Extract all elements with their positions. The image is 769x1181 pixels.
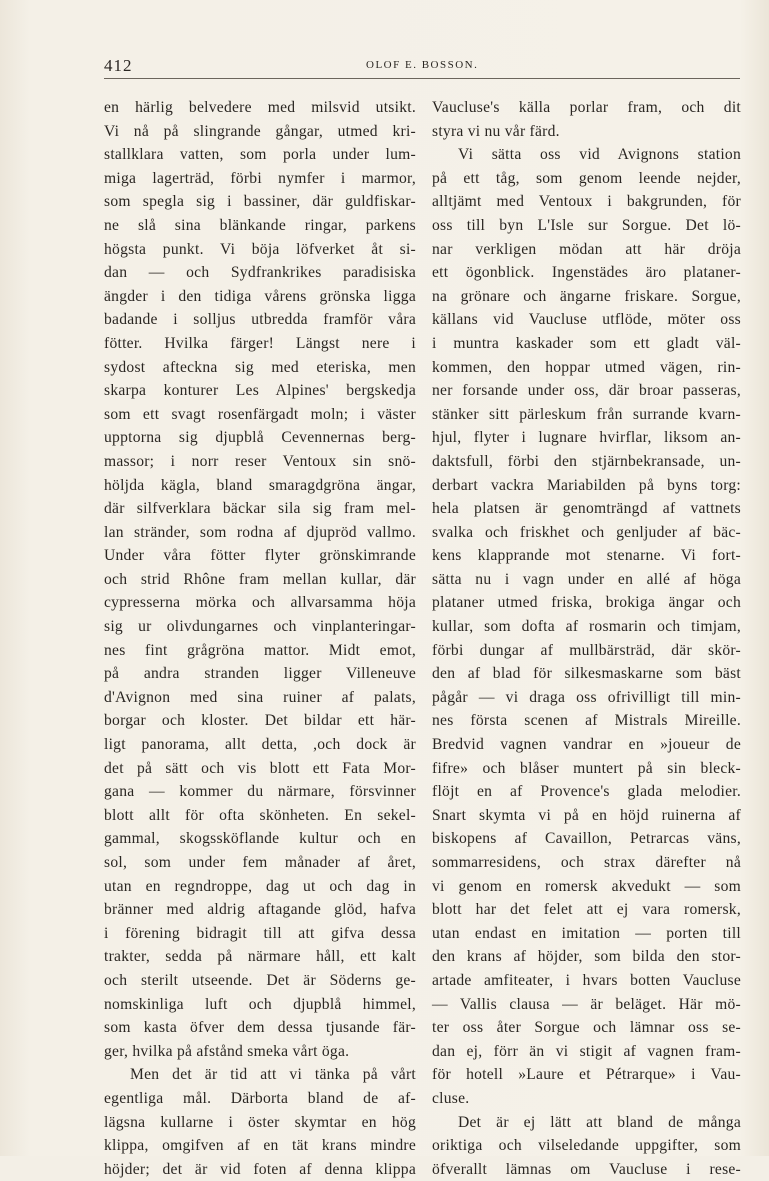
text-line: nes första scenen af Mistrals Mireille. (432, 712, 741, 730)
text-line: sig ur olivdungarnes och vinplanteringar- (104, 618, 416, 636)
text-line: — Vallis clausa — är beläget. Här mö- (432, 995, 741, 1013)
text-line: öfverallt lämnas om Vaucluse i rese- (432, 1160, 741, 1178)
text-line: Under våra fötter flyter grönskimrande (104, 547, 416, 565)
header-rule (104, 78, 740, 79)
left-text-column (104, 96, 416, 1181)
text-line: den af blad för silkesmaskarne som bäst (432, 665, 741, 683)
text-line: på andra stranden ligger Villeneuve (104, 665, 416, 683)
text-line: fötter. Hvilka färger! Längst nere i (104, 334, 416, 352)
text-line: sätta nu i vagn under en allé af höga (432, 570, 741, 588)
text-line: cluse. (432, 1089, 470, 1107)
page-number: 412 (104, 56, 133, 75)
text-line: artade amfiteater, i hvars botten Vaucluse (432, 971, 741, 989)
text-line: en härlig belvedere med milsvid utsikt. (104, 99, 416, 116)
text-line: Bredvid vagnen vandrar en »joueur de (432, 736, 741, 754)
text-line: nes fint grågröna mattor. Midt emot, (104, 641, 416, 659)
text-line: badande i solljus utbredda framför våra (104, 311, 416, 329)
text-line: skarpa konturer Les Alpines' bergskedja (104, 382, 416, 400)
text-line: borgar och kloster. Det bildar ett här- (104, 712, 416, 730)
text-line: nar verkligen mödan att här dröja (432, 240, 741, 258)
text-line: dan ej, förr än vi stigit af vagnen fram- (432, 1042, 741, 1060)
text-line: sol, som under fem månader af året, (104, 854, 416, 871)
text-line: höjder; det är vid foten af denna klippa (104, 1160, 416, 1178)
text-line: vi genom en romersk akvedukt — som (432, 877, 741, 895)
text-line: pågår — vi draga oss ofrivilligt till min- (432, 688, 741, 706)
text-line: som kasta öfver dem dessa tjusande fär- (104, 1019, 416, 1037)
text-line: Det är ej lätt att bland de många (458, 1113, 741, 1131)
text-line: Vi nå på slingrande gångar, utmed kri- (104, 122, 416, 140)
right-text-column (432, 96, 741, 1181)
text-line: gana — kommer du närmare, försvinner (104, 783, 416, 801)
text-line: fifre» och blåser muntert på sin bleck- (432, 759, 741, 777)
text-line: lägsna kullarne i öster skymtar en hög (104, 1113, 416, 1131)
text-line: blott allt för ofta skönheten. En sekel- (104, 806, 416, 824)
text-line: ter oss åter Sorgue och lämnar oss se- (432, 1019, 741, 1037)
text-line: utan endast en imitation — porten till (432, 924, 741, 942)
text-line: den krans af höjder, som bilda den stor- (432, 948, 741, 966)
text-line: som spegla sig i bassiner, där guldfiskar- (104, 193, 416, 211)
text-line: klippa, omgifven af en tät krans mindre (104, 1137, 416, 1155)
text-line: och sterilt utseende. Det är Söderns ge- (104, 971, 416, 989)
text-line: för hotell »Laure et Pétrarque» i Vau- (432, 1066, 741, 1084)
text-line: ligt panorama, allt detta, ,och dock är (104, 736, 416, 754)
text-line: ner forsande under oss, där broar passeras, (432, 382, 741, 400)
text-line: trakter, sedda på närmare håll, ett kalt (104, 948, 416, 966)
text-line: styra vi nu vår färd. (432, 122, 560, 140)
text-line: sommarresidens, och strax därefter nå (432, 854, 741, 871)
text-line: flöjt en af Provence's glada melodier. (432, 783, 741, 801)
running-head: OLOF E. BOSSON. (366, 59, 479, 71)
text-line: d'Avignon med sina ruiner af palats, (104, 688, 416, 706)
text-line: na grönare och ängarne friskare. Sorgue, (432, 287, 741, 305)
text-line: det på sätt och vis blott ett Fata Mor- (104, 759, 416, 777)
text-line: stänker sitt pärleskum från surrande kvarn- (432, 405, 741, 423)
text-line: oss till byn L'Isle sur Sorgue. Det lö- (432, 216, 741, 234)
text-line: i förening bidragit till att gifva dessa (104, 924, 416, 942)
text-line: miga lagerträd, förbi nymfer i marmor, (104, 169, 416, 187)
text-line: ger, hvilka på afstånd smeka vårt öga. (104, 1042, 350, 1060)
text-line: gammal, skogssköflande kultur och en (104, 830, 416, 848)
text-line: förbi dungar af mullbärsträd, där skör- (432, 641, 741, 659)
text-line: massor; i norr reser Ventoux sin snö- (104, 452, 416, 470)
text-line: ängder i den tidiga vårens grönska ligga (104, 287, 416, 305)
text-line: höljda kägla, bland smaragdgröna ängar, (104, 476, 416, 494)
text-line: upptorna sig djupblå Cevennernas berg- (104, 429, 416, 447)
text-line: kullar, som dofta af rosmarin och timjam, (432, 618, 741, 636)
text-line: Snart skymta vi på en höjd ruinerna af (432, 806, 741, 824)
text-line: plataner utmed friska, brokiga ängar och (432, 594, 741, 612)
text-line: ne slå sina blänkande ringar, parkens (104, 216, 416, 234)
text-line: Vaucluse's källa porlar fram, och dit (432, 99, 741, 116)
text-line: kens klapprande mot stenarne. Vi fort- (432, 547, 741, 565)
text-line: där silfverklara bäckar sila sig fram mel- (104, 500, 416, 518)
text-line: ett ögonblick. Ingenstädes äro plataner- (432, 264, 741, 282)
text-line: derbart vackra Mariabilden på byns torg: (432, 476, 741, 494)
text-line: lan stränder, som rodna af djupröd vallmo. (104, 523, 416, 541)
text-line: på ett tåg, som genom leende nejder, (432, 169, 741, 187)
text-line: hjul, flyter i lugnare hvirflar, liksom an- (432, 429, 741, 447)
text-line: cypresserna mörka och allvarsamma höja (104, 594, 416, 612)
text-line: daktsfull, förbi den stjärnbekransade, un- (432, 452, 741, 470)
text-line: som ett svagt rosenfärgadt moln; i väster (104, 405, 416, 423)
text-line: Vi sätta oss vid Avignons station (458, 146, 741, 164)
text-line: utan en regndroppe, dag ut och dag in (104, 877, 416, 895)
text-line: källans vid Vaucluse utflöde, möter oss (432, 311, 741, 329)
text-line: egentliga mål. Därborta bland de af- (104, 1089, 416, 1107)
text-line: och strid Rhône fram mellan kullar, där (104, 570, 416, 588)
text-line: bränner med aldrig aftagande glöd, hafva (104, 901, 416, 919)
text-line: alltjämt med Ventoux i bakgrunden, för (432, 193, 741, 211)
text-line: oriktiga och vilseledande uppgifter, som (432, 1137, 741, 1155)
text-line: svalka och friskhet och genljuder af bäc- (432, 523, 741, 541)
text-line: högsta punkt. Vi böja löfverket åt si- (104, 240, 416, 258)
text-line: blott har det felet att ej vara romersk, (432, 901, 741, 919)
text-line: nomskinliga luft och djupblå himmel, (104, 995, 416, 1013)
text-line: biskopens af Cavaillon, Petrarcas väns, (432, 830, 741, 848)
text-line: Men det är tid att vi tänka på vårt (130, 1066, 416, 1084)
page-header (104, 56, 744, 78)
text-line: kommen, den hoppar utmed vägen, rin- (432, 358, 741, 376)
text-line: i muntra kaskader som ett gladt väl- (432, 334, 741, 352)
text-line: sydost afteckna sig med eteriska, men (104, 358, 416, 376)
text-line: hela platsen är genomträngd af vattnets (432, 500, 741, 518)
text-line: stallklara vatten, som porla under lum- (104, 146, 416, 164)
text-line: dan — och Sydfrankrikes paradisiska (104, 264, 416, 282)
